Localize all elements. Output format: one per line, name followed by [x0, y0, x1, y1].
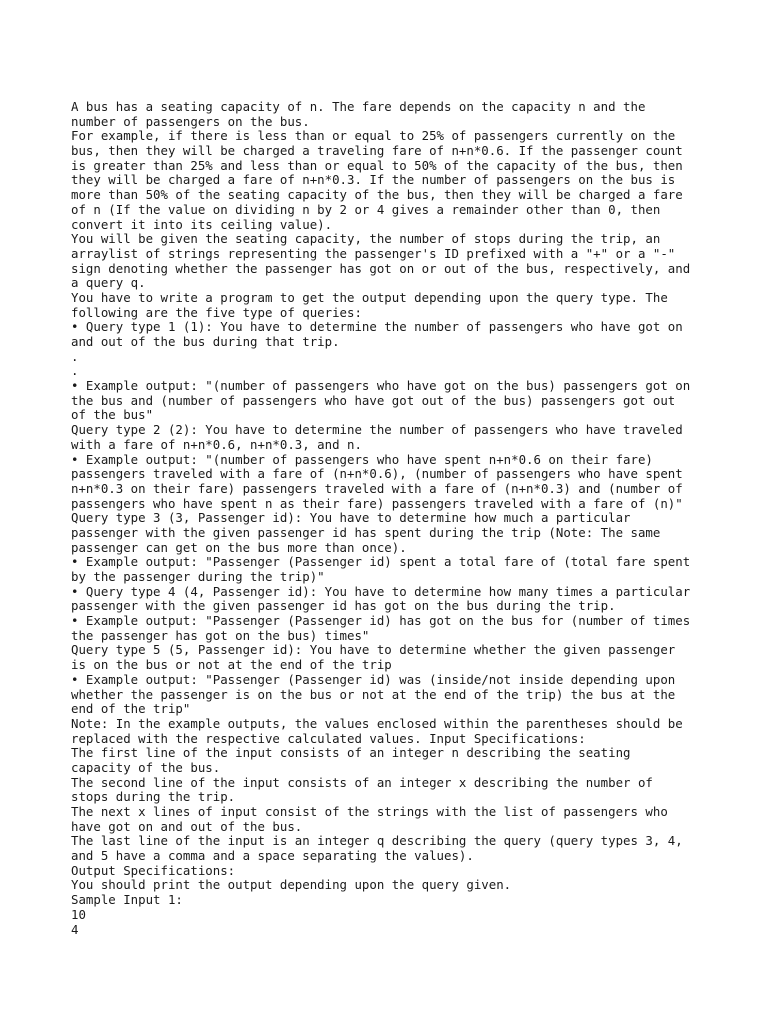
text-line: is greater than 25% and less than or equal to 50% of the capacity of the bus, then — [71, 157, 683, 173]
text-line: passengers who have spent n as their fare) passengers traveled with a fare of (n)" — [71, 495, 683, 511]
text-line: whether the passenger is on the bus or not at the end of the trip) the bus at the — [71, 686, 676, 702]
text-line: Note: In the example outputs, the values enclosed within the parentheses should be — [71, 715, 683, 731]
text-line: • Example output: "Passenger (Passenger id) spent a total fare of (total fare spent — [71, 554, 691, 570]
text-line: The second line of the input consists of an integer x describing the number of — [71, 774, 653, 790]
text-line: Sample Input 1: — [71, 892, 183, 908]
text-line: passenger with the given passenger id has spent during the trip (Note: The same — [71, 524, 661, 540]
text-line: number of passengers on the bus. — [71, 113, 310, 129]
text-line: Output Specifications: — [71, 862, 236, 878]
text-line: replaced with the respective calculated values. Input Specifications: — [71, 730, 586, 746]
text-line: the bus and (number of passengers who have got out of the bus) passengers got out — [71, 392, 676, 408]
text-line: end of the trip" — [71, 701, 191, 717]
text-line: Query type 2 (2): You have to determine the number of passengers who have traveled — [71, 422, 683, 438]
text-line: passenger with the given passenger id has got on the bus during the trip. — [71, 598, 616, 614]
text-line: more than 50% of the seating capacity of the bus, then they will be charged a fare — [71, 187, 683, 203]
text-line: a query q. — [71, 275, 146, 291]
text-line: n+n*0.3 on their fare) passengers traveled with a fare of (n+n*0.3) and (number of — [71, 480, 683, 496]
text-line: have got on and out of the bus. — [71, 818, 303, 834]
text-line: following are the five type of queries: — [71, 304, 362, 320]
text-line: Query type 5 (5, Passenger id): You have to determine whether the given passenger — [71, 642, 676, 658]
text-line: • Query type 4 (4, Passenger id): You have to determine how many times a particular — [71, 583, 691, 599]
text-line: • Query type 1 (1): You have to determine the number of passengers who have got on — [71, 319, 683, 335]
text-line: • Example output: "(number of passengers who have spent n+n*0.6 on their fare) — [71, 451, 653, 467]
text-line: and out of the bus during that trip. — [71, 334, 340, 349]
text-line: A bus has a seating capacity of n. The fare depends on the capacity n and the — [71, 99, 646, 114]
text-line: • Example output: "Passenger (Passenger id) was (inside/not inside depending upon — [71, 671, 676, 687]
text-line: The next x lines of input consist of the strings with the list of passengers who — [71, 804, 668, 819]
text-line: stops during the trip. — [71, 789, 236, 805]
text-line: For example, if there is less than or equal to 25% of passengers currently on the — [71, 128, 676, 144]
text-line: of n (If the value on dividing n by 2 or 4 gives a remainder other than 0, then — [71, 201, 661, 217]
text-line: with a fare of n+n*0.6, n+n*0.3, and n. — [71, 436, 362, 452]
text-line: convert it into its ceiling value). — [71, 216, 333, 232]
text-line: . — [71, 348, 79, 364]
text-line: • Example output: "(number of passengers who have got on the bus) passengers got on — [71, 378, 691, 394]
text-line: • Example output: "Passenger (Passenger id) has got on the bus for (number of times — [71, 613, 691, 629]
text-line: sign denoting whether the passenger has got on or out of the bus, respectively, and — [71, 260, 691, 276]
text-line: 4 — [71, 921, 79, 937]
text-line: Query type 3 (3, Passenger id): You have to determine how much a particular — [71, 510, 631, 526]
text-line: You will be given the seating capacity, the number of stops during the trip, an — [71, 231, 661, 247]
text-line: they will be charged a fare of n+n*0.3. If the number of passengers on the bus is — [71, 172, 676, 188]
text-line: the passenger has got on the bus) times" — [71, 627, 370, 643]
text-line: . — [71, 363, 79, 379]
text-line: The first line of the input consists of an integer n describing the seating — [71, 745, 631, 761]
text-line: passenger can get on the bus more than once). — [71, 539, 407, 555]
text-line: and 5 have a comma and a space separating the values). — [71, 848, 474, 864]
text-line: by the passenger during the trip)" — [71, 569, 325, 584]
text-line: arraylist of strings representing the passenger's ID prefixed with a "+" or a "-" — [71, 245, 676, 261]
text-line: capacity of the bus. — [71, 759, 221, 775]
text-line: 10 — [71, 906, 86, 922]
text-line: bus, then they will be charged a traveling fare of n+n*0.6. If the passenger count — [71, 143, 683, 159]
problem-statement-document — [71, 100, 711, 937]
text-line: You have to write a program to get the output depending upon the query type. The — [71, 289, 668, 305]
text-line: is on the bus or not at the end of the trip — [71, 657, 392, 673]
text-line: of the bus" — [71, 407, 154, 423]
text-line: passengers traveled with a fare of (n+n*0.6), (number of passengers who have spent — [71, 466, 683, 482]
text-line: You should print the output depending upon the query given. — [71, 877, 512, 893]
text-line: The last line of the input is an integer q describing the query (query types 3, 4, — [71, 833, 683, 849]
